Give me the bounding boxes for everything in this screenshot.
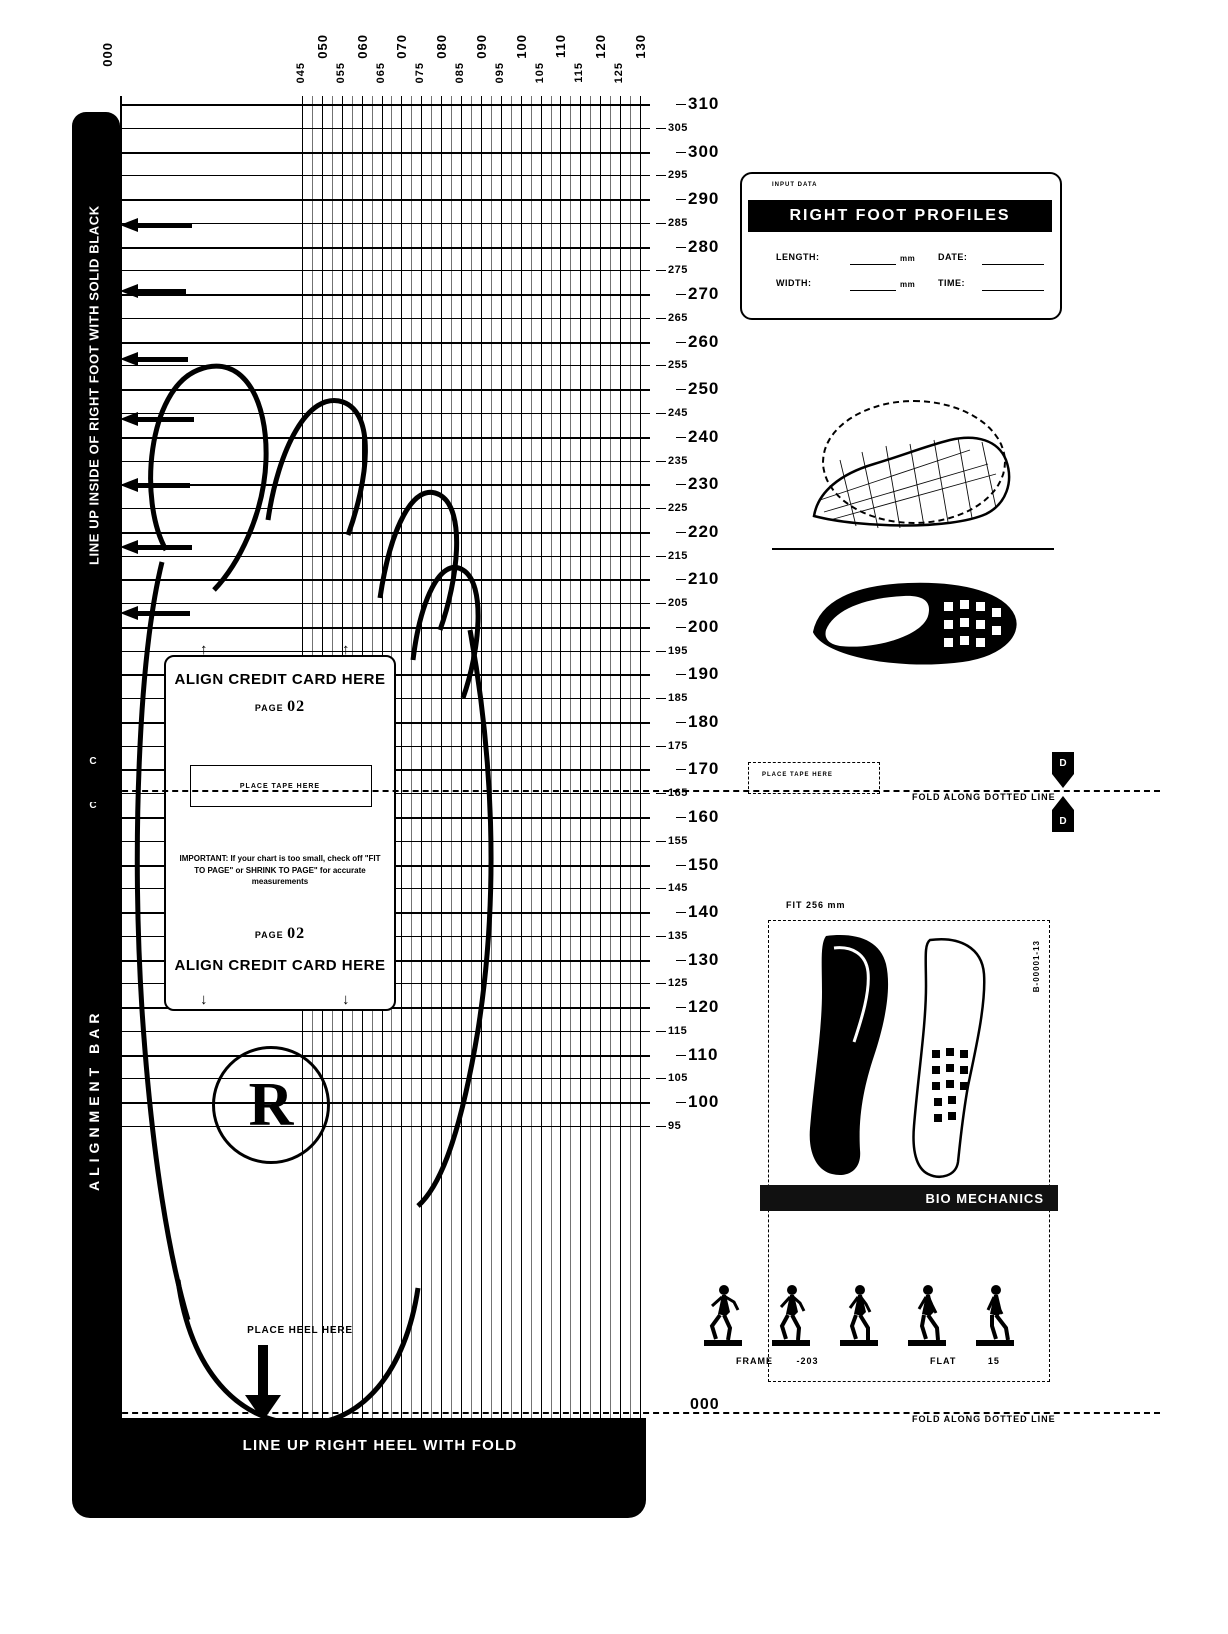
card-arrow-down-right: ↓ [342,991,350,1008]
foot-width-arrow [120,352,190,366]
grid-hline [120,152,650,154]
grid-row-tick: 310 [688,94,720,113]
grid-row-dash [656,128,666,129]
grid-column-tick: 130 [633,34,648,59]
profile-input-data-label: INPUT DATA [772,182,818,188]
grid-row-tick: 105 [668,1072,688,1085]
grid-row-tick: 205 [668,597,688,610]
card-title-top: ALIGN CREDIT CARD HERE [174,671,386,688]
grid-row-tick: 220 [688,521,720,541]
grid-row-tick: 175 [668,739,688,752]
grid-row-tick: 225 [668,502,688,515]
grid-row-tick: 280 [688,236,720,256]
grid-row-dash [676,532,686,533]
tape-placement-label-right: PLACE TAPE HERE [762,772,833,778]
grid-column-tick: 110 [553,34,569,58]
grid-column-tick: 090 [473,34,489,59]
grid-row-dash [656,318,666,319]
grid-row-dash [656,461,666,462]
grid-row-dash [676,1055,686,1056]
marker-c-lower: C [82,794,104,816]
grid-row-dash [676,342,686,343]
grid-row-tick: 295 [668,169,688,182]
grid-row-tick: 245 [668,406,688,419]
runner-frame [700,1282,746,1348]
grid-row-tick: 215 [668,549,688,562]
grid-row-dash [656,556,666,557]
right-foot-marker [212,1046,330,1164]
runner-frame [972,1282,1018,1348]
foot-width-arrow [120,478,192,492]
grid-column-tick: 075 [414,62,427,84]
profile-field-time-label: TIME: [938,278,965,288]
marker-c-upper: C [82,750,104,772]
grid-row-tick: 95 [668,1120,682,1132]
grid-row-tick: 290 [688,189,720,209]
grid-row-dash [676,912,686,913]
grid-row-dash [656,888,666,889]
grid-row-tick: 230 [688,474,720,494]
grid-row-dash [656,936,666,937]
grid-row-tick: 260 [688,331,720,351]
grid-row-dash [676,389,686,390]
grid-row-tick: 210 [688,569,720,589]
tape-placement-box-right [748,762,880,794]
grid-row-dash [676,1007,686,1008]
card-arrow-up-left: ↑ [200,641,208,658]
grid-row-tick: 125 [668,977,688,990]
grid-row-dash [656,793,666,794]
shoe-ground-line [772,548,1054,550]
bio-frame-label: FRAME -203 [736,1356,819,1366]
grid-row-dash [676,294,686,295]
grid-column-tick: 045 [295,62,307,84]
runner-frame [904,1282,950,1348]
grid-row-dash [656,841,666,842]
profile-field-date-label: DATE: [938,252,968,262]
grid-row-tick: 305 [668,121,688,134]
grid-row-dash [656,223,666,224]
grid-row-dash [676,817,686,818]
grid-row-dash [676,104,686,105]
grid-hline [120,104,650,106]
runner-frame [836,1282,882,1348]
grid-hline [120,247,650,249]
grid-column-tick: 055 [334,62,347,84]
grid-row-tick: 270 [688,284,720,304]
runner-frame [768,1282,814,1348]
foot-width-arrow [120,606,192,620]
foot-width-arrow [120,284,188,298]
profile-field-width-label: WIDTH: [776,278,812,288]
bio-scan-images [800,930,1040,1180]
grid-row-dash [656,698,666,699]
grid-column-tick: 115 [573,62,586,83]
profile-field-width-line [850,290,896,291]
grid-column-tick: 050 [314,34,330,59]
grid-row-tick: 195 [668,644,688,657]
grid-row-tick: 300 [688,141,720,161]
profile-field-time-line [982,290,1044,291]
grid-row-tick: 100 [688,1092,720,1112]
profile-field-length-label: LENGTH: [776,252,820,262]
card-important-note: IMPORTANT: If your chart is too small, check off "FIT TO PAGE" or SHRINK TO PAGE" for accurate measurements [179,854,381,887]
grid-row-dash [676,674,686,675]
grid-row-dash [656,603,666,604]
grid-row-tick: 150 [688,854,720,874]
grid-row-dash [676,865,686,866]
right-foot-letter: R [248,1070,294,1139]
grid-row-tick: 190 [688,664,720,684]
grid-hline [120,199,650,201]
grid-row-dash [656,1031,666,1032]
grid-row-tick: 255 [668,359,688,372]
grid-row-tick: 155 [668,834,688,847]
grid-row-dash [676,484,686,485]
grid-row-dash [656,1078,666,1079]
grid-zero-label: 000 [100,42,115,67]
grid-row-tick: 130 [688,949,720,969]
fold-line-bottom-label: FOLD ALONG DOTTED LINE [912,1414,1056,1424]
credit-card-alignment-box [164,641,396,1011]
grid-row-dash [676,1102,686,1103]
grid-hline [120,223,650,224]
grid-row-tick: 285 [668,216,688,229]
grid-row-dash [656,651,666,652]
grid-row-dash [656,746,666,747]
grid-row-tick: 110 [688,1044,719,1064]
profile-field-length-unit: mm [900,254,916,263]
card-page-top: PAGE 02 [254,698,306,715]
marker-d-upper: D [1052,752,1074,774]
bio-mechanics-title-bar: BIO MECHANICS [760,1185,1058,1211]
grid-column-tick: 065 [374,62,387,84]
grid-row-tick: 115 [668,1024,688,1037]
grid-row-tick: 135 [668,929,688,942]
heel-instruction-label: PLACE HEEL HERE [247,1325,353,1336]
grid-column-tick: 060 [354,34,370,59]
grid-row-dash [676,437,686,438]
grid-hline [120,270,650,271]
grid-row-dash [656,1126,666,1127]
marker-d-upper-triangle [1052,774,1074,788]
grid-row-tick: 185 [668,692,688,705]
grid-hline [120,294,650,296]
grid-column-tick: 080 [434,34,450,59]
grid-column-tick: 125 [613,62,626,84]
card-title-bottom: ALIGN CREDIT CARD HERE [174,957,386,974]
grid-row-tick: 140 [688,902,720,922]
card-tape-label: PLACE TAPE HERE [239,783,321,790]
grid-column-tick: 070 [394,34,410,59]
fold-line-bottom-zero: 000 [690,1396,720,1413]
bio-fit-label: FIT 256 mm [786,900,846,910]
bio-flat-label: FLAT 15 [930,1356,1000,1366]
right-foot-profile-panel [740,172,1062,320]
profile-field-length-line [850,264,896,265]
alignment-bar-name-label: ALIGNMENT BAR [86,1008,102,1192]
shoe-side-view [800,420,1030,560]
grid-row-dash [656,365,666,366]
grid-row-tick: 265 [668,311,688,324]
grid-row-dash [656,508,666,509]
marker-d-lower: D [1052,810,1074,832]
grid-row-tick: 275 [668,264,688,277]
grid-row-tick: 160 [688,807,720,827]
heel-arrow-head [245,1395,281,1421]
profile-title: RIGHT FOOT PROFILES [748,200,1052,232]
grid-row-tick: 180 [688,711,720,731]
grid-row-dash [656,270,666,271]
grid-row-tick: 145 [668,882,688,895]
grid-column-tick: 100 [513,34,529,59]
grid-row-dash [656,175,666,176]
grid-row-tick: 120 [688,997,720,1017]
profile-field-date-line [982,264,1044,265]
grid-hline [120,318,650,319]
alignment-bar-top-label: LINE UP INSIDE OF RIGHT FOOT WITH SOLID BLACK [86,205,102,565]
fold-line-middle-label: FOLD ALONG DOTTED LINE [912,792,1056,802]
profile-field-width-unit: mm [900,280,916,289]
grid-row-dash [676,247,686,248]
grid-row-tick: 240 [688,426,720,446]
grid-row-tick: 170 [688,759,720,779]
grid-row-dash [676,199,686,200]
foot-width-arrow [120,540,194,554]
card-arrow-down-left: ↓ [200,991,208,1008]
foot-width-arrow [120,412,196,426]
foot-width-arrow [120,218,194,232]
grid-row-dash [676,627,686,628]
grid-column-tick: 085 [454,62,467,84]
shoe-sole-view [804,576,1024,670]
grid-row-tick: 235 [668,454,688,467]
grid-row-tick: 200 [688,616,720,636]
heel-fold-label: LINE UP RIGHT HEEL WITH FOLD [242,1437,518,1454]
card-arrow-up-right: ↑ [342,641,350,658]
grid-column-tick: 095 [493,62,506,84]
grid-hline [120,175,650,176]
grid-row-dash [676,960,686,961]
grid-row-dash [676,722,686,723]
grid-column-tick: 120 [593,34,609,59]
grid-row-dash [676,579,686,580]
grid-hline [120,128,650,129]
grid-row-tick: 165 [668,787,688,800]
bio-code-label: B-00001-13 [1032,940,1041,993]
grid-column-tick: 105 [533,62,546,84]
card-page-bottom: PAGE 02 [254,925,306,942]
grid-row-dash [656,983,666,984]
grid-row-dash [656,413,666,414]
grid-row-tick: 250 [688,379,720,399]
grid-row-dash [676,769,686,770]
grid-row-dash [676,152,686,153]
